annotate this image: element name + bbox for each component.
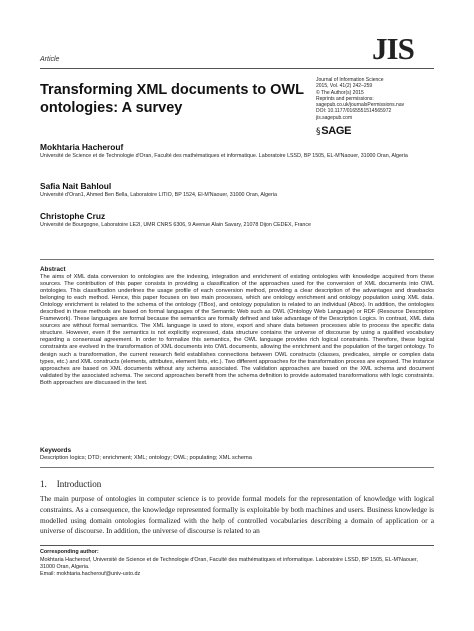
author-name: Mokhtaria Hacherouf	[40, 142, 124, 152]
header-rule	[40, 68, 434, 69]
keywords-heading: Keywords	[40, 447, 72, 454]
author-affiliation: Université de Science et de Technologie d'Oran, Faculté des mathématiques et informatique. Laboratoire LSSD, BP 1505, EL-M'Naouer, 31000 Oran, Algeria	[40, 153, 408, 159]
publisher-logo	[316, 125, 351, 137]
author-name: Christophe Cruz	[40, 211, 106, 221]
journal-info-line: jis.sagepub.com	[316, 114, 353, 121]
journal-info-line: Journal of Information Science	[316, 77, 384, 83]
corresponding-author-email: Email: mokhtaria.hacherouf@univ-usto.dz	[40, 571, 141, 577]
section-title: Introduction	[56, 479, 102, 489]
journal-info-line: sagepub.co.uk/journalsPermissions.nav	[316, 102, 405, 109]
keywords-bottom-rule	[40, 467, 434, 468]
journal-info-line: © The Author(s) 2015	[316, 89, 364, 96]
corresponding-author-details	[40, 557, 434, 578]
author-affiliation: Université d'Oran1, Ahmed Ben Bella, Laboratoire LITIO, BP 1524, El-M'Naouer, 31000 Oran, Algeria	[40, 192, 277, 198]
article-section-label: Article	[40, 56, 60, 63]
sage-mark-icon: §	[316, 127, 321, 137]
abstract-heading: Abstract	[40, 266, 66, 273]
journal-logo	[372, 31, 434, 66]
publisher-name: SAGE	[321, 125, 352, 137]
footnote-rule	[40, 545, 434, 546]
journal-info	[316, 77, 446, 121]
author-affiliation: Université de Bourgogne, Laboratoire LE2I, UMR CNRS 6306, 9 Avenue Alain Savary, 21078 Dijon CEDEX, France	[40, 222, 311, 228]
journal-info-line: 2015, Vol. 41(2) 242–259	[316, 83, 373, 90]
journal-logo-text: JIS	[372, 31, 414, 66]
journal-info-line: DOI: 10.1177/0165551514565972	[316, 108, 392, 115]
author-name: Safia Nait Bahloul	[40, 181, 112, 191]
corresponding-author-line: Mokhtaria Hacherouf, Université de Science et de Technologie d'Oran, Faculté des mathématiques et informatique. Laboratoire LSSD, BP 1505, EL-M'Naouer,	[40, 557, 418, 563]
corresponding-author-heading: Corresponding author:	[40, 549, 99, 555]
abstract-top-rule	[40, 259, 434, 260]
abstract-text: The aims of XML data conversion to ontologies are the indexing, integration and enrichment of existing ontologies with knowledge acquired from these sources. The contribution of this paper consists in providing a classification of the approaches used for the conversion of XML documents into OWL ontologies. This classification underlines the usage profile of each conversion method, providing a clear description of the advantages and drawbacks belonging to each method. Hence, this paper focuses on two main processes, which are ontology enrichment and ontology population using XML data. Ontology enrichment is related to the schema of the ontology (TBox), and ontology population is related to an individual (Abox). In addition, the ontologies described in these methods are based on formal languages of the Semantic Web such as OWL (Ontology Web Language) or RDF (Resource Description Framework). These languages are formal because the semantics are formally defined and take advantage of the Description Logics. In contrast, XML data sources are without formal semantics. The XML language is used to store, export and share data between processes able to process the specific data structure. However, even if the semantics is not explicitly expressed, data structure contains the universe of discourse by using a qualified vocabulary regarding a consensual agreement. In order to formalize this semantics, the OWL language provides rich logical constraints. Therefore, these logical constraints are evolved in the transformation of XML documents into OWL documents, allowing the enrichment and the population of the target ontology. To design such a transformation, the current research field establishes connections between OWL constructs (classes, predicates, simple or complex data types, etc.) and XML constructs (elements, attributes, element lists, etc.). Two different approaches for the transformation process are exposed. The instance approaches are based on XML documents without any schema associated. The validation approaches are based on the XML schema and document validated by the associated schema. The second approaches benefit from the schema definition to provide automated transformations with logic constraints. Both approaches are discussed in the text.	[40, 274, 434, 386]
paper-title: Transforming XML documents to OWL ontologies: A survey	[40, 82, 304, 116]
corresponding-author-line: 31000 Oran, Algeria.	[40, 564, 90, 570]
keywords-text: Description logics; DTD; enrichment; XML; ontology; OWL; populating; XML schema	[40, 455, 252, 461]
introduction-heading	[40, 479, 101, 489]
section-number: 1.	[40, 479, 47, 489]
journal-info-line: Reprints and permissions:	[316, 95, 374, 102]
introduction-text: The main purpose of ontologies in computer science is to provide formal models for the representation of knowledge with logical constraints. As a consequence, the knowledge represented formally is exploitable by both machines and users. Business knowledge is modelled using domain ontologies formalized with the help of controlled vocabularies describing a domain of application or a universe of discourse. In addition, the universe of discourse is related to an	[40, 494, 434, 536]
